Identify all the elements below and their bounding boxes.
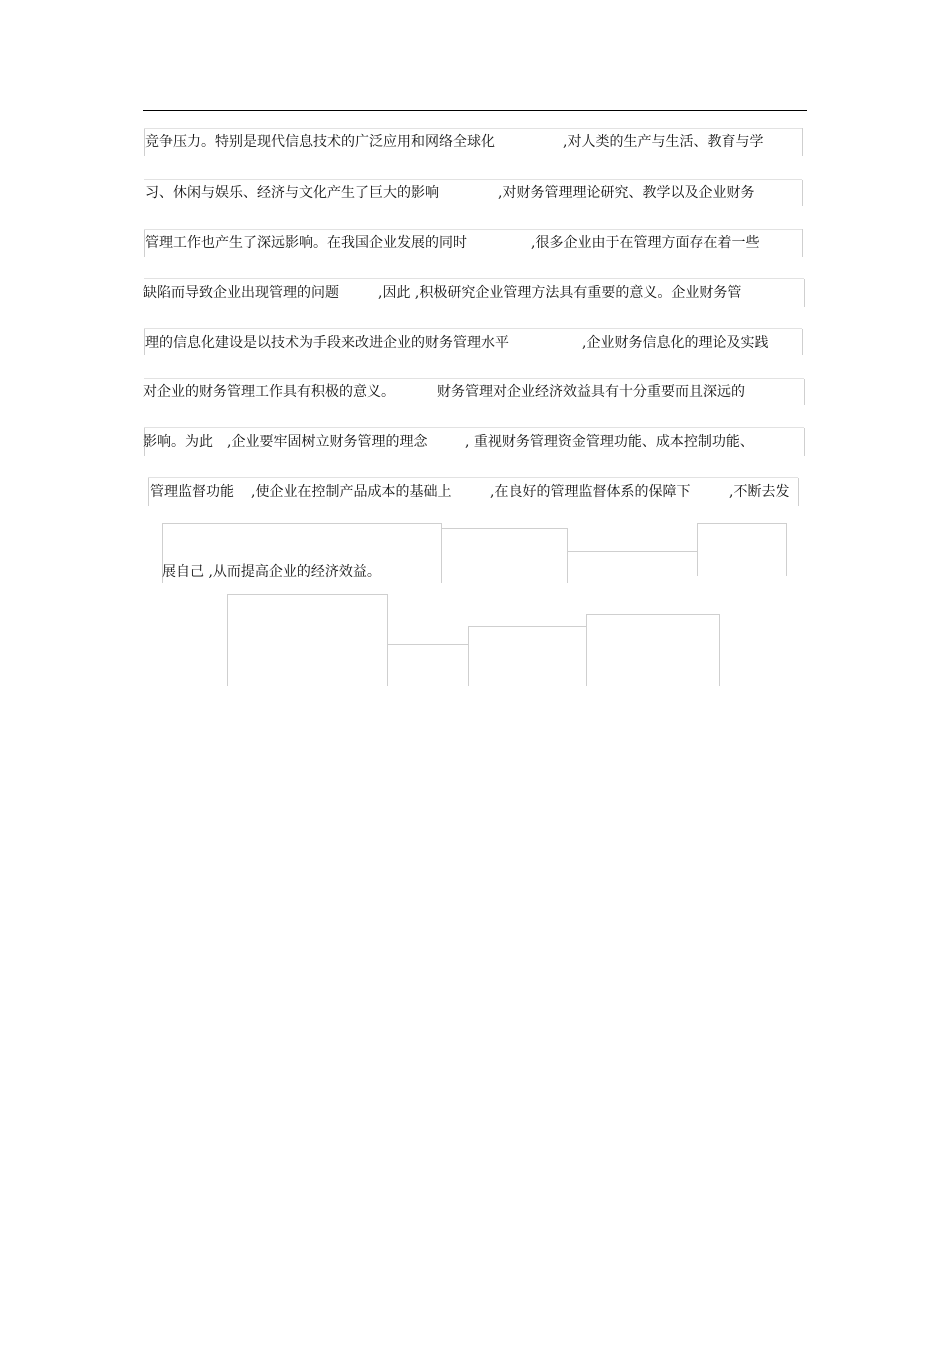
para-line-1b: ,对人类的生产与生活、教育与学 bbox=[563, 134, 764, 150]
para-line-4b: ,因此 ,积极研究企业管理方法具有重要的意义。企业财务管 bbox=[378, 285, 742, 301]
empty-frame bbox=[586, 614, 720, 686]
line-frame bbox=[144, 328, 802, 329]
empty-frame bbox=[227, 594, 388, 686]
para-line-8d: ,不断去发 bbox=[729, 484, 790, 500]
line-frame bbox=[802, 180, 803, 206]
text-frame bbox=[697, 523, 787, 576]
para-line-6b: 财务管理对企业经济效益具有十分重要而且深远的 bbox=[437, 384, 745, 400]
para-line-8b: ,使企业在控制产品成本的基础上 bbox=[251, 484, 452, 500]
text-frame bbox=[567, 551, 698, 576]
para-line-6a: 对企业的财务管理工作具有积极的意义。 bbox=[143, 384, 395, 400]
para-line-8c: ,在良好的管理监督体系的保障下 bbox=[490, 484, 691, 500]
para-line-7a: 影响。为此 bbox=[143, 434, 213, 450]
empty-frame bbox=[387, 644, 469, 686]
empty-frame bbox=[468, 626, 587, 686]
line-frame bbox=[802, 128, 803, 156]
line-frame bbox=[804, 379, 805, 405]
line-frame bbox=[144, 278, 804, 279]
line-frame bbox=[804, 279, 805, 307]
line-frame bbox=[144, 179, 802, 180]
para-line-7b: ,企业要牢固树立财务管理的理念 bbox=[227, 434, 428, 450]
para-line-8a: 管理监督功能 bbox=[150, 484, 234, 500]
para-line-3b: ,很多企业由于在管理方面存在着一些 bbox=[531, 235, 760, 251]
line-frame bbox=[144, 378, 804, 379]
para-line-9: 展自己 ,从而提高企业的经济效益。 bbox=[162, 564, 381, 580]
para-line-3a: 管理工作也产生了深远影响。在我国企业发展的同时 bbox=[145, 235, 467, 251]
line-frame bbox=[144, 128, 802, 129]
line-frame bbox=[798, 478, 799, 506]
para-line-2a: 习、休闲与娱乐、经济与文化产生了巨大的影响 bbox=[145, 185, 439, 201]
line-frame bbox=[144, 229, 802, 230]
line-frame bbox=[802, 329, 803, 355]
para-line-5a: 理的信息化建设是以技术为手段来改进企业的财务管理水平 bbox=[145, 335, 509, 351]
text-frame bbox=[441, 528, 568, 583]
para-line-5b: ,企业财务信息化的理论及实践 bbox=[582, 335, 769, 351]
para-line-4a: 缺陷而导致企业出现管理的问题 bbox=[143, 285, 339, 301]
para-line-2b: ,对财务管理理论研究、教学以及企业财务 bbox=[498, 185, 755, 201]
para-line-1a: 竞争压力。特别是现代信息技术的广泛应用和网络全球化 bbox=[145, 134, 495, 150]
line-frame bbox=[148, 477, 798, 478]
line-frame bbox=[144, 427, 804, 428]
line-frame bbox=[802, 229, 803, 257]
line-frame bbox=[804, 428, 805, 456]
line-frame bbox=[148, 478, 149, 506]
header-rule bbox=[143, 110, 807, 111]
para-line-7c: , 重视财务管理资金管理功能、成本控制功能、 bbox=[465, 434, 754, 450]
